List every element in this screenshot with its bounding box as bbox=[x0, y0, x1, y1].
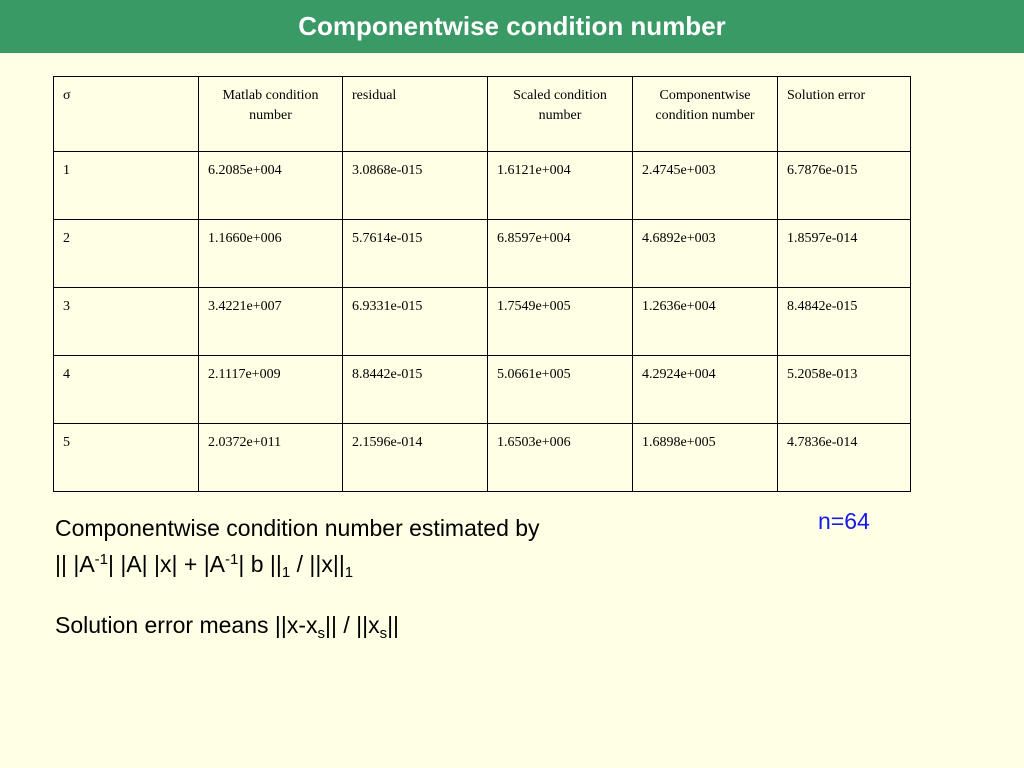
cell-componentwise-condition-number: 1.2636e+004 bbox=[633, 288, 778, 356]
formula-superscript: -1 bbox=[225, 551, 239, 568]
cell-residual: 6.9331e-015 bbox=[343, 288, 488, 356]
cell-sigma: 5 bbox=[54, 424, 199, 492]
header-sigma: σ bbox=[54, 77, 199, 152]
cell-sigma: 2 bbox=[54, 220, 199, 288]
error-formula-part: || bbox=[387, 612, 400, 638]
cell-sigma: 3 bbox=[54, 288, 199, 356]
formula-part: || |A bbox=[55, 551, 95, 577]
cell-matlab-condition-number: 1.1660e+006 bbox=[199, 220, 343, 288]
cell-sigma: 4 bbox=[54, 356, 199, 424]
n-value-label: n=64 bbox=[818, 508, 870, 534]
error-formula-part: Solution error means ||x-x bbox=[55, 612, 318, 638]
table-row bbox=[54, 152, 911, 220]
cell-componentwise-condition-number: 1.6898e+005 bbox=[633, 424, 778, 492]
estimate-note bbox=[55, 512, 540, 589]
cell-scaled-condition-number: 1.6121e+004 bbox=[488, 152, 633, 220]
cell-matlab-condition-number: 2.1117e+009 bbox=[199, 356, 343, 424]
error-formula-part: || / ||x bbox=[325, 612, 380, 638]
formula-superscript: -1 bbox=[94, 551, 108, 568]
header-solution-error: Solution error bbox=[778, 77, 911, 152]
cell-scaled-condition-number: 5.0661e+005 bbox=[488, 356, 633, 424]
table-row bbox=[54, 220, 911, 288]
formula-subscript: 1 bbox=[344, 564, 354, 581]
cell-scaled-condition-number: 1.7549e+005 bbox=[488, 288, 633, 356]
cell-solution-error: 8.4842e-015 bbox=[778, 288, 911, 356]
cell-residual: 3.0868e-015 bbox=[343, 152, 488, 220]
formula-subscript: 1 bbox=[281, 564, 291, 581]
cell-scaled-condition-number: 1.6503e+006 bbox=[488, 424, 633, 492]
solution-error-note bbox=[55, 609, 399, 650]
error-formula-subscript: s bbox=[379, 625, 388, 642]
cell-residual: 8.8442e-015 bbox=[343, 356, 488, 424]
cell-solution-error: 6.7876e-015 bbox=[778, 152, 911, 220]
slide-title: Componentwise condition number bbox=[0, 0, 1024, 53]
header-scaled-condition-number: Scaled condition number bbox=[488, 77, 633, 152]
formula-part: / ||x|| bbox=[290, 551, 345, 577]
cell-solution-error: 1.8597e-014 bbox=[778, 220, 911, 288]
cell-matlab-condition-number: 3.4221e+007 bbox=[199, 288, 343, 356]
cell-matlab-condition-number: 2.0372e+011 bbox=[199, 424, 343, 492]
cell-componentwise-condition-number: 4.6892e+003 bbox=[633, 220, 778, 288]
cell-sigma: 1 bbox=[54, 152, 199, 220]
header-matlab-condition-number: Matlab condition number bbox=[199, 77, 343, 152]
cell-residual: 2.1596e-014 bbox=[343, 424, 488, 492]
table-row bbox=[54, 356, 911, 424]
formula-part: | b || bbox=[238, 551, 282, 577]
cell-matlab-condition-number: 6.2085e+004 bbox=[199, 152, 343, 220]
table-row bbox=[54, 288, 911, 356]
estimate-formula bbox=[55, 544, 540, 589]
header-componentwise-condition-number: Componentwise condition number bbox=[633, 77, 778, 152]
formula-part: | |A| |x| + |A bbox=[108, 551, 226, 577]
table-row bbox=[54, 424, 911, 492]
cell-componentwise-condition-number: 4.2924e+004 bbox=[633, 356, 778, 424]
cell-residual: 5.7614e-015 bbox=[343, 220, 488, 288]
error-formula-subscript: s bbox=[317, 625, 325, 642]
table-header-row bbox=[54, 77, 911, 152]
cell-scaled-condition-number: 6.8597e+004 bbox=[488, 220, 633, 288]
header-residual: residual bbox=[343, 77, 488, 152]
cell-solution-error: 4.7836e-014 bbox=[778, 424, 911, 492]
cell-componentwise-condition-number: 2.4745e+003 bbox=[633, 152, 778, 220]
results-table bbox=[53, 76, 911, 492]
cell-solution-error: 5.2058e-013 bbox=[778, 356, 911, 424]
estimate-note-line1: Componentwise condition number estimated by bbox=[55, 515, 540, 541]
